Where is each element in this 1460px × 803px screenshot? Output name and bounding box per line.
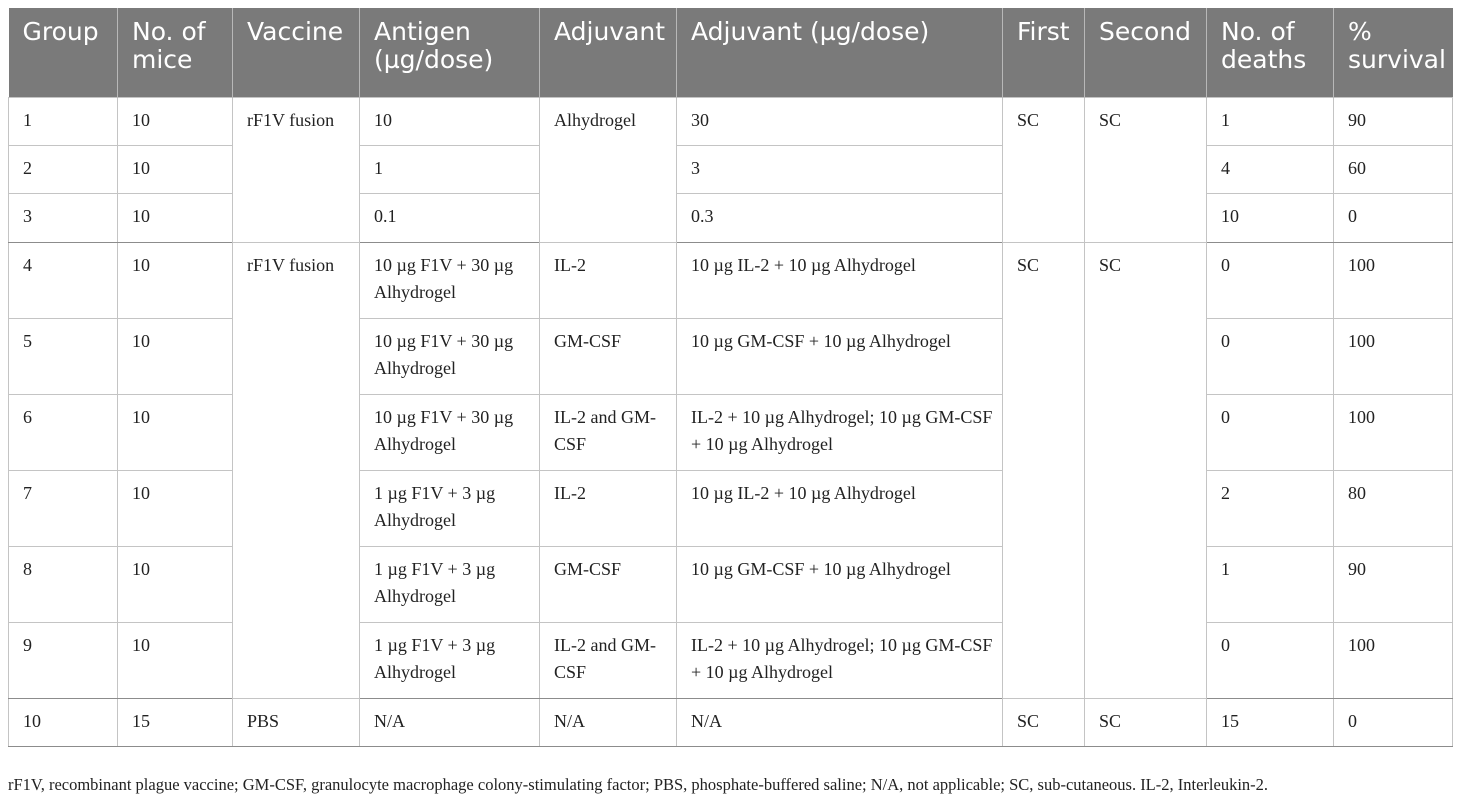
cell-antigen: 1 µg F1V + 3 µg Alhydrogel (360, 546, 540, 622)
cell-group: 7 (9, 470, 118, 546)
cell-survival: 0 (1334, 698, 1453, 746)
table-row (9, 394, 1453, 470)
vaccine-survival-table (8, 8, 1453, 747)
header-antigen: Antigen (µg/dose) (360, 8, 540, 97)
cell-vaccine: rF1V fusion (233, 97, 360, 242)
header-no-of-deaths: No. of deaths (1207, 8, 1334, 97)
table-row (9, 698, 1453, 746)
cell-first: SC (1003, 698, 1085, 746)
cell-adjuvant-dose: IL-2 + 10 µg Alhydrogel; 10 µg GM-CSF + 10 µg Alhydrogel (677, 622, 1003, 698)
cell-mice: 10 (118, 394, 233, 470)
cell-mice: 10 (118, 242, 233, 318)
cell-deaths: 10 (1207, 193, 1334, 242)
cell-mice: 10 (118, 470, 233, 546)
cell-deaths: 2 (1207, 470, 1334, 546)
cell-adjuvant: IL-2 (540, 470, 677, 546)
cell-adjuvant-dose: 10 µg GM-CSF + 10 µg Alhydrogel (677, 318, 1003, 394)
header-vaccine: Vaccine (233, 8, 360, 97)
cell-group: 4 (9, 242, 118, 318)
cell-second: SC (1085, 242, 1207, 698)
cell-deaths: 1 (1207, 546, 1334, 622)
cell-adjuvant: IL-2 and GM-CSF (540, 394, 677, 470)
table-row (9, 145, 1453, 193)
table-row (9, 97, 1453, 145)
cell-second: SC (1085, 97, 1207, 242)
cell-deaths: 15 (1207, 698, 1334, 746)
header-survival: % survival (1334, 8, 1453, 97)
cell-adjuvant: Alhydrogel (540, 97, 677, 242)
header-first: First (1003, 8, 1085, 97)
cell-survival: 100 (1334, 622, 1453, 698)
cell-antigen: 0.1 (360, 193, 540, 242)
cell-adjuvant-dose: N/A (677, 698, 1003, 746)
header-adjuvant-dose: Adjuvant (µg/dose) (677, 8, 1003, 97)
cell-antigen: 10 µg F1V + 30 µg Alhydrogel (360, 318, 540, 394)
table-row (9, 470, 1453, 546)
cell-survival: 100 (1334, 318, 1453, 394)
cell-mice: 10 (118, 318, 233, 394)
cell-survival: 80 (1334, 470, 1453, 546)
cell-antigen: 1 µg F1V + 3 µg Alhydrogel (360, 622, 540, 698)
cell-survival: 90 (1334, 546, 1453, 622)
cell-adjuvant: GM-CSF (540, 318, 677, 394)
cell-mice: 15 (118, 698, 233, 746)
cell-group: 3 (9, 193, 118, 242)
cell-deaths: 0 (1207, 394, 1334, 470)
table-row (9, 242, 1453, 318)
cell-adjuvant-dose: IL-2 + 10 µg Alhydrogel; 10 µg GM-CSF + 10 µg Alhydrogel (677, 394, 1003, 470)
cell-antigen: 10 µg F1V + 30 µg Alhydrogel (360, 242, 540, 318)
cell-group: 10 (9, 698, 118, 746)
cell-adjuvant-dose: 3 (677, 145, 1003, 193)
cell-deaths: 0 (1207, 318, 1334, 394)
cell-survival: 60 (1334, 145, 1453, 193)
cell-group: 5 (9, 318, 118, 394)
header-row (9, 8, 1453, 97)
cell-mice: 10 (118, 193, 233, 242)
cell-survival: 90 (1334, 97, 1453, 145)
cell-antigen: 1 µg F1V + 3 µg Alhydrogel (360, 470, 540, 546)
cell-adjuvant: N/A (540, 698, 677, 746)
cell-adjuvant-dose: 30 (677, 97, 1003, 145)
table-row (9, 622, 1453, 698)
cell-antigen: 10 µg F1V + 30 µg Alhydrogel (360, 394, 540, 470)
cell-adjuvant: IL-2 (540, 242, 677, 318)
cell-group: 6 (9, 394, 118, 470)
cell-deaths: 0 (1207, 622, 1334, 698)
cell-group: 2 (9, 145, 118, 193)
cell-mice: 10 (118, 97, 233, 145)
table-footnote: rF1V, recombinant plague vaccine; GM-CSF, granulocyte macrophage colony-stimulating factor; PBS, phosphate-buffered saline; N/A, not applicable; SC, sub-cutaneous. IL-2, Interleukin-2. (8, 775, 1269, 794)
cell-second: SC (1085, 698, 1207, 746)
cell-antigen: 1 (360, 145, 540, 193)
cell-mice: 10 (118, 145, 233, 193)
table-row (9, 318, 1453, 394)
cell-first: SC (1003, 97, 1085, 242)
cell-adjuvant-dose: 10 µg GM-CSF + 10 µg Alhydrogel (677, 546, 1003, 622)
header-adjuvant: Adjuvant (540, 8, 677, 97)
table-container (8, 8, 1452, 747)
table-row (9, 193, 1453, 242)
cell-vaccine: rF1V fusion (233, 242, 360, 698)
cell-group: 1 (9, 97, 118, 145)
cell-antigen: 10 (360, 97, 540, 145)
cell-vaccine: PBS (233, 698, 360, 746)
cell-first: SC (1003, 242, 1085, 698)
header-second: Second (1085, 8, 1207, 97)
cell-antigen: N/A (360, 698, 540, 746)
cell-mice: 10 (118, 622, 233, 698)
cell-deaths: 4 (1207, 145, 1334, 193)
cell-deaths: 0 (1207, 242, 1334, 318)
cell-group: 8 (9, 546, 118, 622)
cell-adjuvant: IL-2 and GM-CSF (540, 622, 677, 698)
header-group: Group (9, 8, 118, 97)
cell-adjuvant-dose: 0.3 (677, 193, 1003, 242)
header-no-of-mice: No. of mice (118, 8, 233, 97)
table-row (9, 546, 1453, 622)
cell-survival: 0 (1334, 193, 1453, 242)
cell-group: 9 (9, 622, 118, 698)
cell-survival: 100 (1334, 394, 1453, 470)
cell-mice: 10 (118, 546, 233, 622)
cell-adjuvant-dose: 10 µg IL-2 + 10 µg Alhydrogel (677, 242, 1003, 318)
cell-deaths: 1 (1207, 97, 1334, 145)
cell-adjuvant: GM-CSF (540, 546, 677, 622)
cell-survival: 100 (1334, 242, 1453, 318)
cell-adjuvant-dose: 10 µg IL-2 + 10 µg Alhydrogel (677, 470, 1003, 546)
